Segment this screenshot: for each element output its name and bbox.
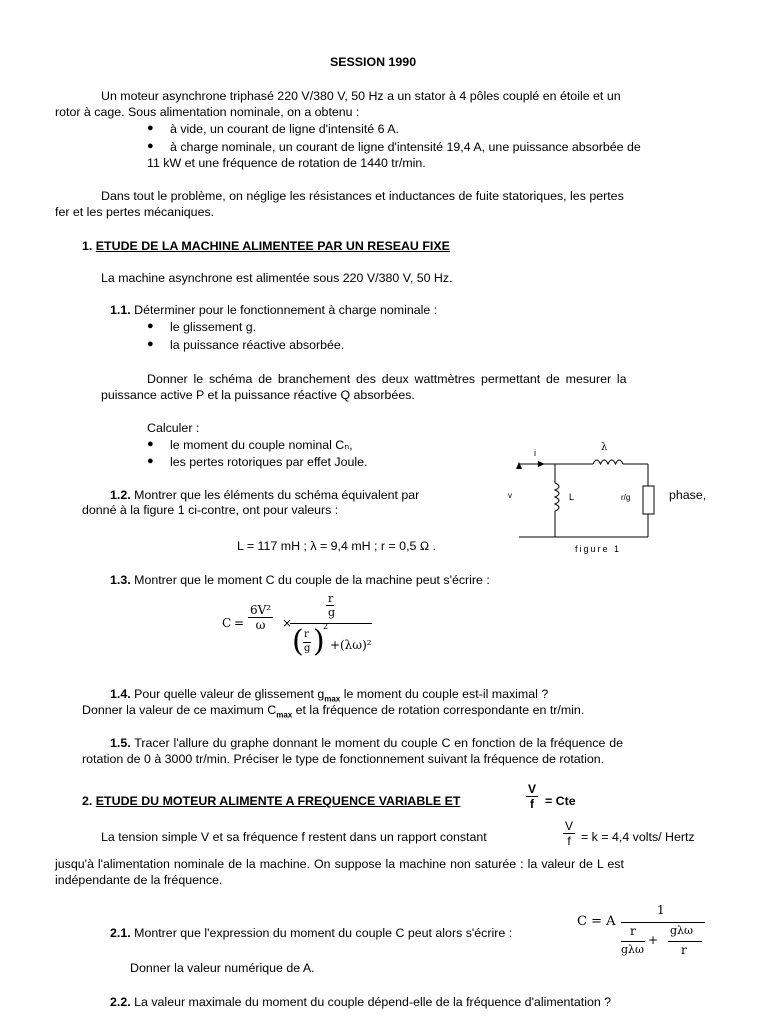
bullet-icon: ●: [147, 455, 154, 467]
vf-ratio: $\frac{V}{f}$: [565, 819, 574, 848]
question-1-5: 1.5. Tracer l'allure du graphe donnant le moment du couple C en fonction de la fréquence de: [110, 736, 623, 750]
lambda-inductor: [593, 460, 623, 464]
section-2-paragraph: La tension simple V et sa fréquence f restent dans un rapport constant: [101, 830, 487, 844]
bullet-icon: ●: [147, 140, 154, 152]
q12-phase: phase,: [669, 488, 707, 502]
k-value: = k = 4,4 volts/ Hertz: [581, 830, 695, 844]
resistor-rg: [643, 486, 654, 514]
q21-give: Donner la valeur numérique de A.: [130, 961, 315, 975]
current-arrow-icon: [538, 461, 545, 467]
voltage-arrow-icon: [516, 462, 522, 469]
section-2-paragraph: indépendante de la fréquence.: [55, 873, 223, 887]
question-2-2: 2.2. La valeur maximale du moment du couple dépend-elle de la fréquence d'alimentation ?: [110, 995, 612, 1009]
section-2-paragraph: jusqu'à l'alimentation nominale de la machine. On suppose la machine non saturée : la valeur de L est: [55, 857, 624, 871]
formula-couple: C = $\frac{\text{6V²}}{\omega}$ × r g ( r g ) 2 + (λω)²: [222, 592, 372, 659]
bullet-icon: ●: [147, 320, 154, 332]
section-2-heading: 2. ETUDE DU MOTEUR ALIMENTE A FREQUENCE VARIABLE ET: [82, 794, 461, 808]
question-1-3: 1.3. Montrer que le moment C du couple de la machine peut s'écrire :: [110, 573, 490, 587]
bullet-icon: ●: [147, 122, 154, 134]
question-2-1: 2.1. Montrer que l'expression du moment du couple C peut alors s'écrire :: [110, 926, 513, 940]
q11-calc-item: le moment du couple nominal Cₙ,: [170, 438, 353, 452]
question-1-1: 1.1. Déterminer pour le fonctionnement à charge nominale :: [110, 303, 438, 317]
figure-caption: figure 1: [575, 544, 622, 554]
question-1-4: 1.4. Pour quelle valeur de glissement $g_{max}$ le moment du couple est-il maximal ?: [110, 687, 549, 704]
section-heading: 1. ETUDE DE LA MACHINE ALIMENTEE PAR UN RESEAU FIXE: [82, 239, 450, 253]
q12-line2: donné à la figure 1 ci-contre, ont pour valeurs :: [82, 503, 339, 517]
q14-line2: Donner la valeur de ce maximum $C_{max}$ et la fréquence de rotation correspondante en tr/min.: [82, 703, 585, 720]
section-2-cte: = Cte: [545, 794, 576, 808]
bullet-icon: ●: [147, 438, 154, 450]
figure-1-circuit: [505, 438, 670, 558]
intro-line: fer et les pertes mécaniques.: [55, 205, 215, 219]
q11-paragraph: puissance active P et la puissance réactive Q absorbées.: [101, 388, 415, 402]
label-lambda: λ: [601, 442, 608, 453]
intro-line: Un moteur asynchrone triphasé 220 V/380 V, 50 Hz a un stator à 4 pôles couplé en étoile et un: [101, 89, 621, 103]
q11-calc: Calculer :: [147, 421, 200, 435]
intro-bullet: à charge nominale, un courant de ligne d'intensité 19,4 A, une puissance absorbée de: [170, 140, 641, 154]
q11-paragraph: Donner le schéma de branchement des deux wattmètres permettant de mesurer la: [147, 372, 627, 386]
section-2-ratio: $\frac{V}{f}$: [528, 782, 537, 811]
page-title: SESSION 1990: [330, 55, 417, 69]
q12-values: L = 117 mH ; λ = 9,4 mH ; r = 0,5 Ω .: [237, 539, 436, 553]
L-inductor: [555, 483, 559, 511]
section-intro: La machine asynchrone est alimentée sous 220 V/380 V, 50 Hz.: [101, 271, 453, 285]
label-i: i: [534, 448, 536, 458]
bullet-icon: ●: [147, 338, 154, 350]
q11-bullet: le glissement g.: [170, 320, 257, 334]
q15-line2: rotation de 0 à 3000 tr/min. Préciser le type de fonctionnement suivant la fréquence de rotation.: [82, 752, 605, 766]
intro-bullet: à vide, un courant de ligne d'intensité 6 A.: [170, 122, 399, 136]
intro-line: rotor à cage. Sous alimentation nominale, on a obtenu :: [55, 105, 360, 119]
label-v: v: [508, 491, 512, 500]
q11-bullet: la puissance réactive absorbée.: [170, 338, 345, 352]
intro-line: Dans tout le problème, on néglige les résistances et inductances de fuite statoriques, les pertes: [101, 189, 624, 203]
q11-calc-item: les pertes rotoriques par effet Joule.: [170, 455, 368, 469]
intro-bullet: 11 kW et une fréquence de rotation de 1440 tr/min.: [147, 156, 426, 170]
label-rg: r/g: [621, 493, 631, 502]
formula-2: C = A 1 r gλω + gλω r: [577, 900, 707, 962]
label-L: L: [569, 492, 575, 502]
question-1-2: 1.2. Montrer que les éléments du schéma équivalent par: [110, 488, 420, 502]
